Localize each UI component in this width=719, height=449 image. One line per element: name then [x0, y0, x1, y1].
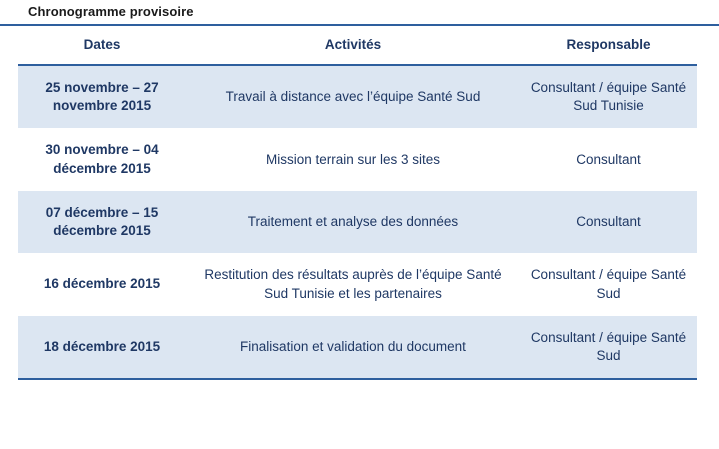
- cell-activites: Mission terrain sur les 3 sites: [186, 128, 520, 190]
- cell-dates: 07 décembre – 15 décembre 2015: [18, 191, 186, 253]
- column-header-dates: Dates: [18, 26, 186, 65]
- page-title: Chronogramme provisoire: [28, 4, 194, 19]
- cell-responsable: Consultant / équipe Santé Sud: [520, 253, 697, 315]
- cell-dates: 25 novembre – 27 novembre 2015: [18, 65, 186, 128]
- chronogram-table: [18, 26, 697, 378]
- cell-activites: Finalisation et validation du document: [186, 316, 520, 378]
- column-header-responsable: Responsable: [520, 26, 697, 65]
- table-header-row: [18, 26, 697, 65]
- cell-dates: 16 décembre 2015: [18, 253, 186, 315]
- table-row: [18, 128, 697, 190]
- table-row: [18, 191, 697, 253]
- cell-responsable: Consultant / équipe Santé Sud Tunisie: [520, 65, 697, 128]
- cell-dates: 18 décembre 2015: [18, 316, 186, 378]
- table-row: [18, 316, 697, 378]
- cell-dates: 30 novembre – 04 décembre 2015: [18, 128, 186, 190]
- cell-responsable: Consultant / équipe Santé Sud: [520, 316, 697, 378]
- table-row: [18, 253, 697, 315]
- cell-activites: Travail à distance avec l’équipe Santé Sud: [186, 65, 520, 128]
- table-body: [18, 65, 697, 378]
- cell-activites: Restitution des résultats auprès de l’équipe Santé Sud Tunisie et les partenaires: [186, 253, 520, 315]
- table-bottom-divider: [18, 378, 697, 380]
- cell-responsable: Consultant: [520, 191, 697, 253]
- cell-responsable: Consultant: [520, 128, 697, 190]
- cell-activites: Traitement et analyse des données: [186, 191, 520, 253]
- column-header-activites: Activités: [186, 26, 520, 65]
- table-row: [18, 65, 697, 128]
- table-header: [18, 26, 697, 65]
